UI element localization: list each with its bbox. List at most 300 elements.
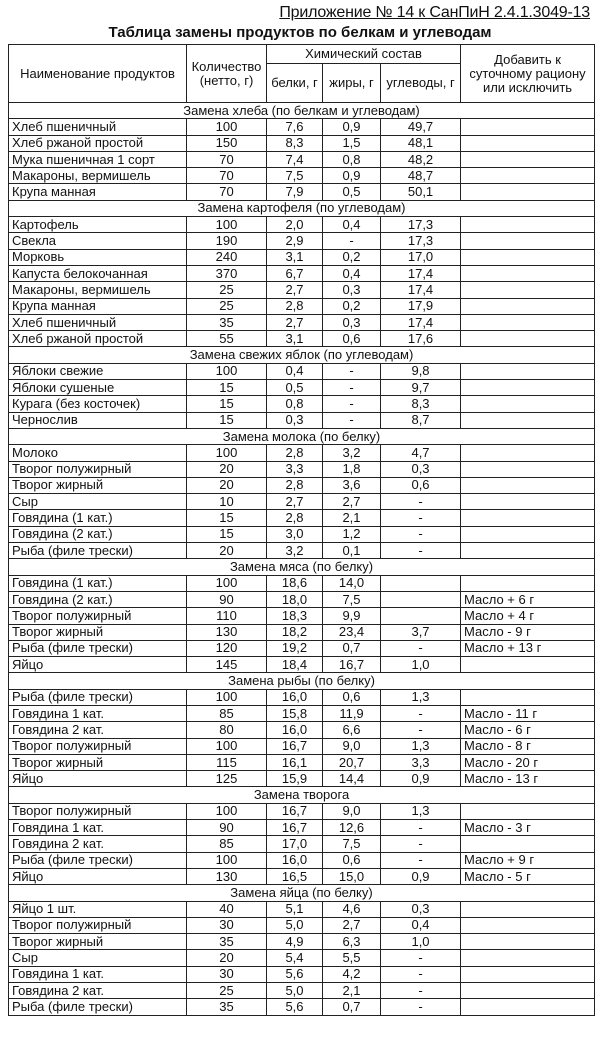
table-body (9, 103, 595, 1016)
cell-qty: 35 (187, 314, 267, 330)
cell-carbs: 1,3 (381, 689, 461, 705)
cell-carbs: 48,2 (381, 151, 461, 167)
table-row (9, 151, 595, 167)
section-header-row (9, 428, 595, 444)
table-row (9, 168, 595, 184)
cell-protein: 7,5 (267, 168, 323, 184)
cell-protein: 16,7 (267, 803, 323, 819)
cell-qty: 100 (187, 738, 267, 754)
table-row (9, 314, 595, 330)
cell-fat: 15,0 (323, 868, 381, 884)
cell-add: Масло + 9 г (461, 852, 595, 868)
col-header-fat: жиры, г (323, 64, 381, 103)
cell-carbs: 17,4 (381, 314, 461, 330)
cell-fat: 2,1 (323, 983, 381, 999)
cell-add (461, 363, 595, 379)
cell-carbs: 1,0 (381, 934, 461, 950)
cell-add (461, 184, 595, 200)
cell-qty: 70 (187, 151, 267, 167)
table-row (9, 119, 595, 135)
cell-protein: 5,6 (267, 966, 323, 982)
cell-carbs (381, 608, 461, 624)
cell-carbs: 4,7 (381, 445, 461, 461)
section-title: Замена картофеля (по углеводам) (9, 200, 595, 216)
cell-protein: 5,0 (267, 983, 323, 999)
cell-name: Яйцо (9, 868, 187, 884)
cell-protein: 2,8 (267, 477, 323, 493)
cell-carbs: 48,7 (381, 168, 461, 184)
cell-fat: 4,6 (323, 901, 381, 917)
cell-fat: 4,2 (323, 966, 381, 982)
table-row (9, 298, 595, 314)
cell-add (461, 966, 595, 982)
table-row (9, 265, 595, 281)
cell-carbs: 48,1 (381, 135, 461, 151)
substitution-table (8, 44, 595, 1016)
cell-add (461, 983, 595, 999)
cell-carbs (381, 575, 461, 591)
cell-name: Макароны, вермишель (9, 282, 187, 298)
cell-add (461, 331, 595, 347)
section-header-row (9, 673, 595, 689)
cell-add (461, 282, 595, 298)
cell-qty: 130 (187, 868, 267, 884)
cell-qty: 85 (187, 836, 267, 852)
cell-protein: 5,4 (267, 950, 323, 966)
cell-protein: 2,7 (267, 314, 323, 330)
table-row (9, 510, 595, 526)
cell-name: Говядина 1 кат. (9, 820, 187, 836)
cell-name: Яблоки сушеные (9, 380, 187, 396)
table-row (9, 999, 595, 1015)
cell-protein: 0,8 (267, 396, 323, 412)
cell-protein: 4,9 (267, 934, 323, 950)
cell-add (461, 265, 595, 281)
cell-qty: 90 (187, 591, 267, 607)
cell-name: Хлеб пшеничный (9, 119, 187, 135)
cell-fat: 11,9 (323, 705, 381, 721)
cell-fat: 0,6 (323, 689, 381, 705)
cell-fat: 9,0 (323, 738, 381, 754)
cell-protein: 18,0 (267, 591, 323, 607)
cell-add (461, 803, 595, 819)
section-title: Замена молока (по белку) (9, 428, 595, 444)
cell-qty: 100 (187, 689, 267, 705)
cell-name: Творог полужирный (9, 608, 187, 624)
cell-qty: 145 (187, 657, 267, 673)
cell-fat: 23,4 (323, 624, 381, 640)
cell-qty: 120 (187, 640, 267, 656)
cell-qty: 240 (187, 249, 267, 265)
cell-name: Мука пшеничная 1 сорт (9, 151, 187, 167)
cell-name: Яйцо (9, 657, 187, 673)
section-header-row (9, 103, 595, 119)
cell-qty: 80 (187, 722, 267, 738)
cell-protein: 19,2 (267, 640, 323, 656)
cell-protein: 3,2 (267, 543, 323, 559)
cell-qty: 110 (187, 608, 267, 624)
cell-name: Макароны, вермишель (9, 168, 187, 184)
cell-fat: 0,3 (323, 314, 381, 330)
cell-qty: 15 (187, 510, 267, 526)
cell-carbs: - (381, 510, 461, 526)
cell-carbs: 0,6 (381, 477, 461, 493)
cell-add (461, 543, 595, 559)
cell-qty: 15 (187, 396, 267, 412)
table-row (9, 184, 595, 200)
table-row (9, 135, 595, 151)
cell-protein: 5,1 (267, 901, 323, 917)
cell-qty: 15 (187, 380, 267, 396)
cell-protein: 2,7 (267, 282, 323, 298)
cell-carbs: 3,3 (381, 754, 461, 770)
cell-add (461, 119, 595, 135)
table-row (9, 705, 595, 721)
cell-fat: 0,5 (323, 184, 381, 200)
table-row (9, 820, 595, 836)
table-row (9, 477, 595, 493)
table-row (9, 689, 595, 705)
cell-add: Масло - 13 г (461, 771, 595, 787)
cell-add (461, 135, 595, 151)
cell-name: Говядина (2 кат.) (9, 526, 187, 542)
cell-fat: 0,9 (323, 168, 381, 184)
cell-protein: 8,3 (267, 135, 323, 151)
table-row (9, 836, 595, 852)
cell-fat: 2,7 (323, 917, 381, 933)
cell-add (461, 461, 595, 477)
table-row (9, 624, 595, 640)
table-row (9, 868, 595, 884)
cell-protein: 0,4 (267, 363, 323, 379)
cell-add (461, 999, 595, 1015)
cell-qty: 25 (187, 298, 267, 314)
cell-add: Масло + 4 г (461, 608, 595, 624)
cell-add (461, 151, 595, 167)
cell-carbs: 3,7 (381, 624, 461, 640)
cell-carbs: - (381, 966, 461, 982)
cell-add (461, 380, 595, 396)
table-row (9, 494, 595, 510)
table-row (9, 233, 595, 249)
cell-fat: 0,7 (323, 999, 381, 1015)
section-header-row (9, 787, 595, 803)
cell-fat: 6,3 (323, 934, 381, 950)
cell-fat: 6,6 (323, 722, 381, 738)
cell-fat: 9,0 (323, 803, 381, 819)
cell-name: Морковь (9, 249, 187, 265)
cell-carbs: 1,0 (381, 657, 461, 673)
cell-name: Рыба (филе трески) (9, 640, 187, 656)
cell-fat: - (323, 363, 381, 379)
cell-add: Масло - 5 г (461, 868, 595, 884)
col-header-chem: Химический состав (267, 45, 461, 64)
cell-carbs: - (381, 950, 461, 966)
cell-protein: 2,8 (267, 510, 323, 526)
cell-name: Говядина (2 кат.) (9, 591, 187, 607)
table-row (9, 526, 595, 542)
cell-carbs: 9,7 (381, 380, 461, 396)
cell-name: Творог жирный (9, 477, 187, 493)
cell-qty: 10 (187, 494, 267, 510)
cell-qty: 20 (187, 543, 267, 559)
cell-fat: 1,2 (323, 526, 381, 542)
cell-add (461, 249, 595, 265)
cell-carbs: - (381, 705, 461, 721)
table-row (9, 917, 595, 933)
table-row (9, 608, 595, 624)
table-row (9, 461, 595, 477)
cell-qty: 100 (187, 445, 267, 461)
cell-name: Рыба (филе трески) (9, 852, 187, 868)
cell-add (461, 689, 595, 705)
cell-fat: 0,2 (323, 249, 381, 265)
cell-name: Творог жирный (9, 624, 187, 640)
cell-fat: 0,9 (323, 119, 381, 135)
cell-carbs: - (381, 640, 461, 656)
cell-protein: 3,3 (267, 461, 323, 477)
cell-add (461, 917, 595, 933)
cell-qty: 125 (187, 771, 267, 787)
cell-carbs: 17,4 (381, 265, 461, 281)
cell-qty: 20 (187, 477, 267, 493)
table-row (9, 934, 595, 950)
cell-carbs: - (381, 543, 461, 559)
cell-fat: 0,7 (323, 640, 381, 656)
cell-qty: 100 (187, 575, 267, 591)
cell-carbs: 50,1 (381, 184, 461, 200)
cell-protein: 16,0 (267, 722, 323, 738)
cell-carbs: 8,7 (381, 412, 461, 428)
cell-protein: 6,7 (267, 265, 323, 281)
cell-add (461, 396, 595, 412)
cell-name: Говядина (1 кат.) (9, 510, 187, 526)
table-row (9, 966, 595, 982)
section-title: Замена хлеба (по белкам и углеводам) (9, 103, 595, 119)
cell-qty: 100 (187, 119, 267, 135)
cell-name: Курага (без косточек) (9, 396, 187, 412)
cell-carbs: 0,9 (381, 868, 461, 884)
col-header-qty: Количество (нетто, г) (187, 45, 267, 103)
cell-protein: 16,0 (267, 852, 323, 868)
cell-carbs: - (381, 722, 461, 738)
cell-protein: 7,9 (267, 184, 323, 200)
cell-qty: 100 (187, 217, 267, 233)
cell-name: Творог жирный (9, 934, 187, 950)
cell-add (461, 298, 595, 314)
cell-fat: 1,8 (323, 461, 381, 477)
cell-protein: 3,0 (267, 526, 323, 542)
cell-name: Яблоки свежие (9, 363, 187, 379)
cell-qty: 85 (187, 705, 267, 721)
cell-fat: 20,7 (323, 754, 381, 770)
cell-name: Рыба (филе трески) (9, 689, 187, 705)
cell-protein: 18,2 (267, 624, 323, 640)
cell-add (461, 233, 595, 249)
cell-carbs: 49,7 (381, 119, 461, 135)
cell-protein: 18,4 (267, 657, 323, 673)
cell-qty: 35 (187, 934, 267, 950)
cell-fat: - (323, 412, 381, 428)
cell-protein: 16,1 (267, 754, 323, 770)
cell-qty: 15 (187, 526, 267, 542)
cell-fat: 1,5 (323, 135, 381, 151)
cell-qty: 25 (187, 983, 267, 999)
cell-carbs: 17,9 (381, 298, 461, 314)
cell-carbs: 1,3 (381, 738, 461, 754)
cell-protein: 5,6 (267, 999, 323, 1015)
cell-add: Масло + 13 г (461, 640, 595, 656)
cell-add (461, 494, 595, 510)
cell-qty: 100 (187, 852, 267, 868)
cell-protein: 15,9 (267, 771, 323, 787)
cell-qty: 130 (187, 624, 267, 640)
table-row (9, 722, 595, 738)
cell-carbs: 0,3 (381, 461, 461, 477)
cell-fat: 14,4 (323, 771, 381, 787)
cell-carbs: 0,9 (381, 771, 461, 787)
cell-qty: 115 (187, 754, 267, 770)
cell-carbs: 0,3 (381, 901, 461, 917)
cell-add (461, 934, 595, 950)
cell-qty: 100 (187, 363, 267, 379)
cell-protein: 0,5 (267, 380, 323, 396)
table-row (9, 803, 595, 819)
cell-fat: 2,7 (323, 494, 381, 510)
cell-protein: 16,0 (267, 689, 323, 705)
cell-add (461, 445, 595, 461)
cell-add (461, 950, 595, 966)
cell-qty: 190 (187, 233, 267, 249)
cell-fat: 0,3 (323, 282, 381, 298)
cell-name: Хлеб ржаной простой (9, 135, 187, 151)
cell-protein: 2,9 (267, 233, 323, 249)
cell-qty: 20 (187, 461, 267, 477)
cell-name: Творог полужирный (9, 917, 187, 933)
cell-carbs: 17,0 (381, 249, 461, 265)
cell-carbs: 0,4 (381, 917, 461, 933)
table-row (9, 543, 595, 559)
cell-carbs: - (381, 820, 461, 836)
cell-name: Яйцо (9, 771, 187, 787)
document-title: Таблица замены продуктов по белкам и углеводам (108, 24, 492, 41)
table-row (9, 754, 595, 770)
table-row (9, 282, 595, 298)
section-header-row (9, 885, 595, 901)
cell-add: Масло - 11 г (461, 705, 595, 721)
cell-add (461, 314, 595, 330)
cell-add: Масло - 20 г (461, 754, 595, 770)
cell-carbs: - (381, 836, 461, 852)
cell-carbs: - (381, 852, 461, 868)
cell-fat: - (323, 396, 381, 412)
cell-name: Свекла (9, 233, 187, 249)
cell-qty: 30 (187, 966, 267, 982)
cell-name: Хлеб ржаной простой (9, 331, 187, 347)
cell-add: Масло - 9 г (461, 624, 595, 640)
cell-add (461, 412, 595, 428)
cell-name: Капуста белокочанная (9, 265, 187, 281)
cell-add (461, 901, 595, 917)
table-row (9, 217, 595, 233)
cell-qty: 370 (187, 265, 267, 281)
cell-name: Говядина 1 кат. (9, 705, 187, 721)
section-header-row (9, 347, 595, 363)
table-row (9, 771, 595, 787)
cell-name: Молоко (9, 445, 187, 461)
cell-name: Рыба (филе трески) (9, 543, 187, 559)
cell-carbs: 17,6 (381, 331, 461, 347)
cell-protein: 2,0 (267, 217, 323, 233)
cell-add (461, 526, 595, 542)
cell-name: Говядина (1 кат.) (9, 575, 187, 591)
table-row (9, 445, 595, 461)
cell-protein: 3,1 (267, 331, 323, 347)
table-row (9, 640, 595, 656)
cell-qty: 70 (187, 184, 267, 200)
cell-name: Говядина 1 кат. (9, 966, 187, 982)
section-title: Замена рыбы (по белку) (9, 673, 595, 689)
cell-name: Картофель (9, 217, 187, 233)
cell-fat: 3,2 (323, 445, 381, 461)
table-row (9, 657, 595, 673)
cell-name: Крупа манная (9, 184, 187, 200)
cell-qty: 15 (187, 412, 267, 428)
cell-fat: 0,1 (323, 543, 381, 559)
cell-name: Сыр (9, 950, 187, 966)
cell-name: Яйцо 1 шт. (9, 901, 187, 917)
table-row (9, 852, 595, 868)
cell-qty: 55 (187, 331, 267, 347)
cell-add (461, 217, 595, 233)
cell-fat: 0,2 (323, 298, 381, 314)
cell-protein: 15,8 (267, 705, 323, 721)
cell-carbs: - (381, 494, 461, 510)
cell-name: Сыр (9, 494, 187, 510)
section-header-row (9, 200, 595, 216)
cell-name: Творог полужирный (9, 461, 187, 477)
cell-add: Масло - 8 г (461, 738, 595, 754)
cell-protein: 16,7 (267, 738, 323, 754)
col-header-add: Добавить к суточному рациону или исключить (461, 45, 595, 103)
cell-name: Чернослив (9, 412, 187, 428)
table-row (9, 738, 595, 754)
cell-fat: 0,6 (323, 852, 381, 868)
cell-fat: 12,6 (323, 820, 381, 836)
cell-qty: 20 (187, 950, 267, 966)
cell-fat: 2,1 (323, 510, 381, 526)
cell-name: Говядина 2 кат. (9, 836, 187, 852)
cell-add (461, 657, 595, 673)
cell-name: Рыба (филе трески) (9, 999, 187, 1015)
table-row (9, 412, 595, 428)
cell-qty: 25 (187, 282, 267, 298)
cell-protein: 2,8 (267, 298, 323, 314)
cell-protein: 2,8 (267, 445, 323, 461)
section-title: Замена яйца (по белку) (9, 885, 595, 901)
cell-add (461, 168, 595, 184)
cell-name: Творог полужирный (9, 803, 187, 819)
cell-add (461, 836, 595, 852)
cell-fat: 0,6 (323, 331, 381, 347)
cell-fat: - (323, 233, 381, 249)
cell-fat: - (323, 380, 381, 396)
cell-add (461, 575, 595, 591)
table-row (9, 983, 595, 999)
table-row (9, 575, 595, 591)
cell-protein: 7,6 (267, 119, 323, 135)
col-header-protein: белки, г (267, 64, 323, 103)
